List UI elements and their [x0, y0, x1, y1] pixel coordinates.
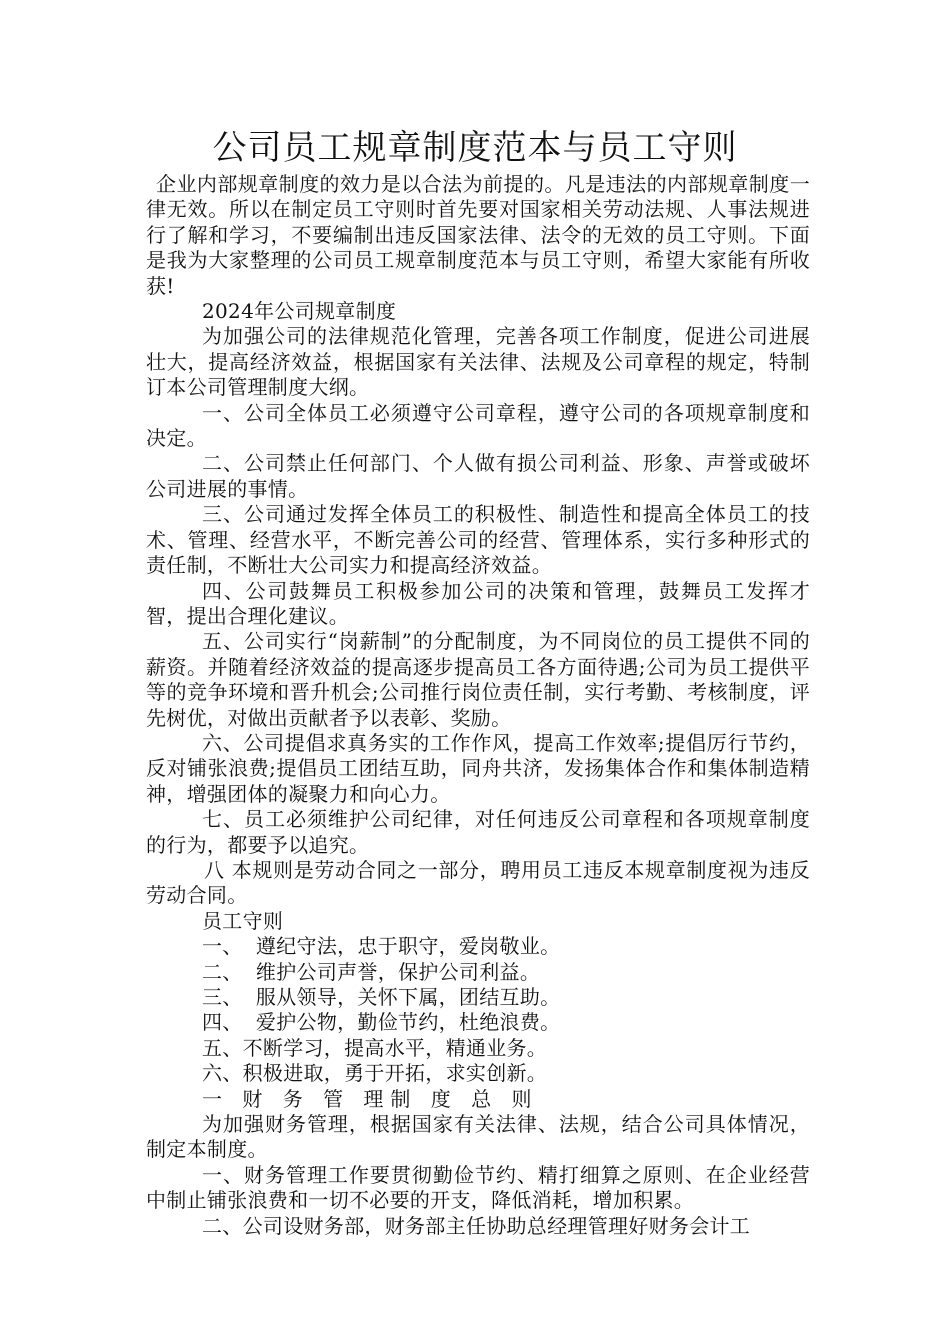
document-title: 公司员工规章制度范本与员工守则	[212, 128, 738, 168]
code-item-5: 五、不断学习，提高水平，精通业务。	[202, 1035, 548, 1060]
code-item-3: 三、 服从领导，关怀下属，团结互助。	[202, 985, 561, 1009]
rule-item-4: 四、公司鼓舞员工积极参加公司的决策和管理，鼓舞员工发挥才智，提出合理化建议。	[146, 578, 810, 628]
code-item-1: 一、 遵纪守法，忠于职守，爱岗敬业。	[202, 934, 561, 959]
section-heading-employee-code: 员工守则	[202, 908, 284, 933]
finance-item-2: 二、公司设财务部，财务部主任协助总经理管理好财务会计工	[202, 1213, 751, 1238]
rule-item-8: 八 本规则是劳动合同之一部分，聘用员工违反本规章制度视为违反劳动合同。	[146, 857, 810, 908]
finance-item-1: 一、财务管理工作要贯彻勤俭节约、精打细算之原则、在企业经营中制止铺张浪费和一切不必要的开支，降低消耗，增加积累。	[146, 1162, 810, 1213]
rule-item-7: 七、员工必须维护公司纪律，对任何违反公司章程和各项规章制度的行为，都要予以追究。	[146, 807, 810, 857]
code-item-2: 二、 维护公司声誉，保护公司利益。	[202, 959, 541, 984]
rules-preamble: 为加强公司的法律规范化管理，完善各项工作制度，促进公司进展壮大，提高经济效益，根据国家有关法律、法规及公司章程的规定，特制订本公司管理制度大纲。	[146, 324, 810, 400]
finance-preamble: 为加强财务管理，根据国家有关法律、法规，结合公司具体情况，制定本制度。	[146, 1112, 810, 1162]
section-heading-finance: 一 财 务 管 理制 度 总 则	[202, 1086, 539, 1111]
code-item-6: 六、积极进取，勇于开拓，求实创新。	[202, 1061, 548, 1086]
rule-item-3: 三、公司通过发挥全体员工的积极性、制造性和提高全体员工的技术、管理、经营水平，不断完善公司的经营、管理体系，实行多种形式的责任制，不断壮大公司实力和提高经济效益。	[146, 502, 810, 578]
rule-item-1: 一、公司全体员工必须遵守公司章程，遵守公司的各项规章制度和决定。	[146, 400, 810, 451]
code-item-4: 四、 爱护公物，勤俭节约，杜绝浪费。	[202, 1010, 561, 1035]
rule-item-6: 六、公司提倡求真务实的工作作风，提高工作效率;提倡厉行节约，反对铺张浪费;提倡员工团结互助，同舟共济，发扬集体合作和集体制造精神，增强团体的凝聚力和向心力。	[146, 730, 810, 806]
rule-item-5: 五、公司实行“岗薪制”的分配制度，为不同岗位的员工提供不同的薪资。并随着经济效益的提高逐步提高员工各方面待遇;公司为员工提供平等的竞争环境和晋升机会;公司推行岗位责任制，实行考勤、考核制度，评先树优，对做出贡献者予以表彰、奖励。	[146, 629, 810, 730]
rule-item-2: 二、公司禁止任何部门、个人做有损公司利益、形象、声誉或破坏公司进展的事情。	[146, 451, 810, 501]
section-heading-2024-rules: 2024年公司规章制度	[202, 299, 397, 324]
document-body	[146, 172, 810, 1239]
intro-paragraph: 企业内部规章制度的效力是以合法为前提的。凡是违法的内部规章制度一律无效。所以在制定员工守则时首先要对国家相关劳动法规、人事法规进行了解和学习，不要编制出违反国家法律、法令的无效的员工守则。下面是我为大家整理的公司员工规章制度范本与员工守则，希望大家能有所收获!	[146, 172, 810, 298]
